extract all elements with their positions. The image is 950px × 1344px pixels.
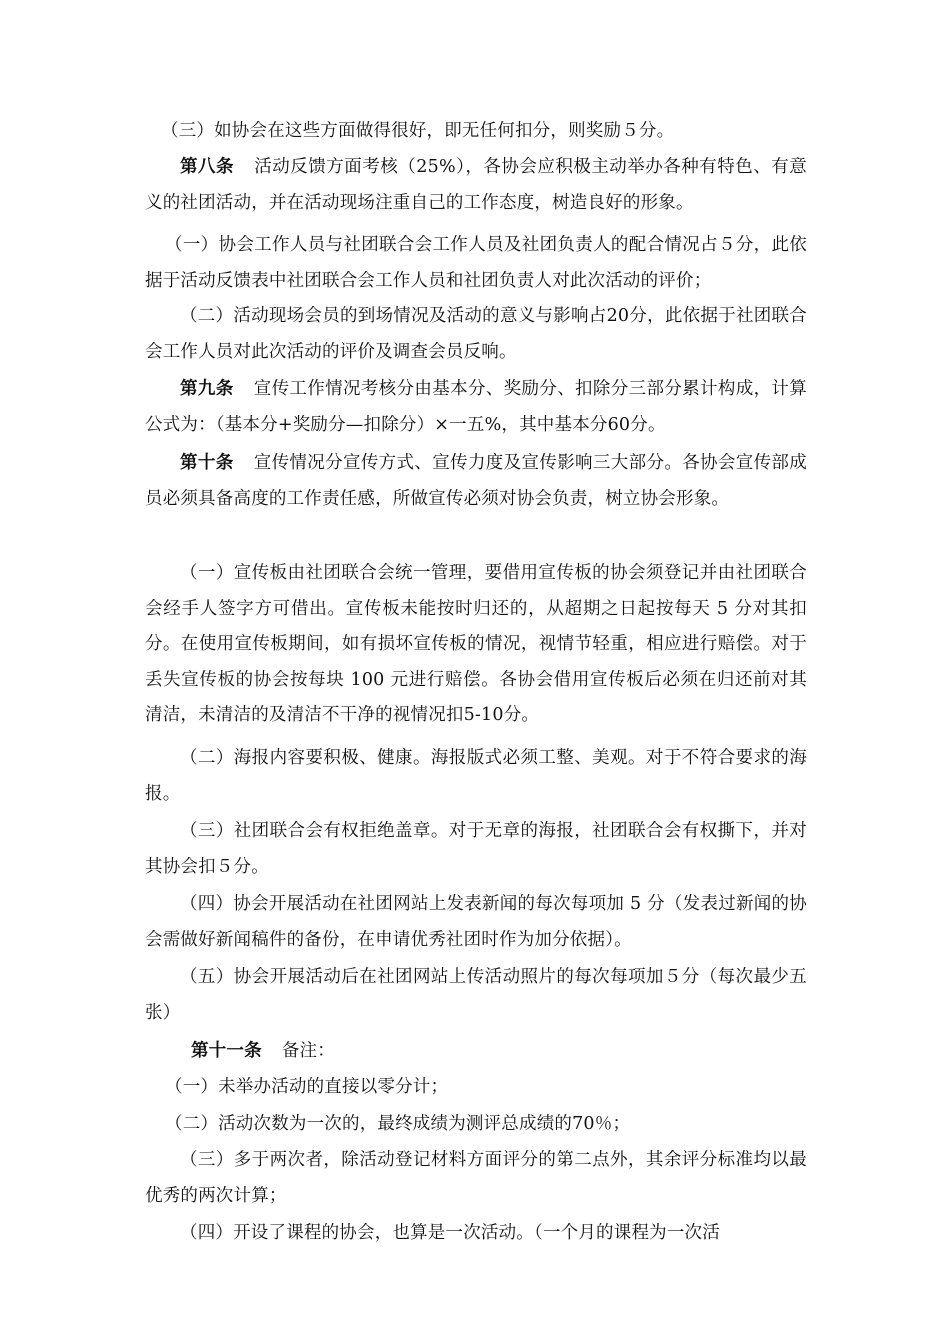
paragraph-text: （四）协会开展活动在社团网站上发表新闻的每次每项加 5 分（发表过新闻的协会需做好新闻稿件的备份，在申请优秀社团时作为加分依据）。 [145,894,807,950]
paragraph-text: 备注： [281,1041,335,1061]
article-10-item-3 [145,814,807,885]
article-8 [145,150,807,221]
article-heading: 第八条 [180,157,234,177]
paragraph-text: （一）宣传板由社团联合会统一管理，要借用宣传板的协会须登记并由社团联合会经手人签字方可借出。宣传板未能按时归还的，从超期之日起按每天 5 分对其扣分。在使用宣传板期间，如有损坏宣传板的情况，视情节轻重，相应进行赔偿。对于丢失宣传板的协会按每块 100 元进行赔偿。各协会借用宣传板后必须在归还前对其清洁，未清洁的及清洁不干净的视情况扣5-10分。 [145,563,807,725]
paragraph-text: 活动反馈方面考核（25%），各协会应积极主动举办各种有特色、有意义的社团活动，并在活动现场注重自己的工作态度，树造良好的形象。 [145,157,807,213]
paragraph-text: （三）多于两次者，除活动登记材料方面评分的第二点外，其余评分标准均以最优秀的两次计算； [145,1150,807,1206]
paragraph-text: （二）活动现场会员的到场情况及活动的意义与影响占20分，此依据于社团联合会工作人员对此次活动的评价及调查会员反响。 [145,306,807,362]
article-heading: 第十一条 [191,1041,262,1061]
paragraph-text: （三）社团联合会有权拒绝盖章。对于无章的海报，社团联合会有权撕下，并对其协会扣５分。 [145,821,807,877]
paragraph-text: （二）海报内容要积极、健康。海报版式必须工整、美观。对于不符合要求的海报。 [145,748,807,804]
article-10 [145,446,807,517]
article-11-item-3 [145,1143,807,1214]
paragraph-text: （一）未举办活动的直接以零分计； [165,1077,449,1097]
article-heading: 第十条 [180,453,234,473]
paragraph-text: 宣传情况分宣传方式、宣传力度及宣传影响三大部分。各协会宣传部成员必须具备高度的工作责任感，所做宣传必须对协会负责，树立协会形象。 [145,453,807,509]
article-8-item-1 [145,228,807,299]
article-11-item-4 [145,1216,807,1252]
article-11 [145,1034,807,1070]
paragraph-text: （三）如协会在这些方面做得很好，即无任何扣分，则奖励５分。 [161,121,675,141]
paragraph-reward [145,114,807,150]
paragraph-text: （一）协会工作人员与社团联合会工作人员及社团负责人的配合情况占５分，此依据于活动反馈表中社团联合会工作人员和社团负责人对此次活动的评价； [145,235,807,291]
paragraph-text: （五）协会开展活动后在社团网站上传活动照片的每次每项加５分（每次最少五张） [145,967,807,1023]
paragraph-text: （四）开设了课程的协会，也算是一次活动。（一个月的课程为一次活 [180,1223,720,1243]
article-8-item-2 [145,299,807,370]
article-11-item-2 [145,1107,807,1143]
article-10-item-1 [145,556,807,734]
article-10-item-4 [145,887,807,958]
article-heading: 第九条 [180,379,234,399]
article-11-item-1 [145,1070,807,1106]
article-10-item-5 [145,960,807,1031]
paragraph-text: 宣传工作情况考核分由基本分、奖励分、扣除分三部分累计构成，计算公式为：（基本分+奖励分—扣除分）×一五%，其中基本分60分。 [145,379,807,435]
paragraph-text: （二）活动次数为一次的，最终成绩为测评总成绩的70％； [165,1114,631,1134]
article-9 [145,372,807,443]
article-10-item-2 [145,741,807,812]
